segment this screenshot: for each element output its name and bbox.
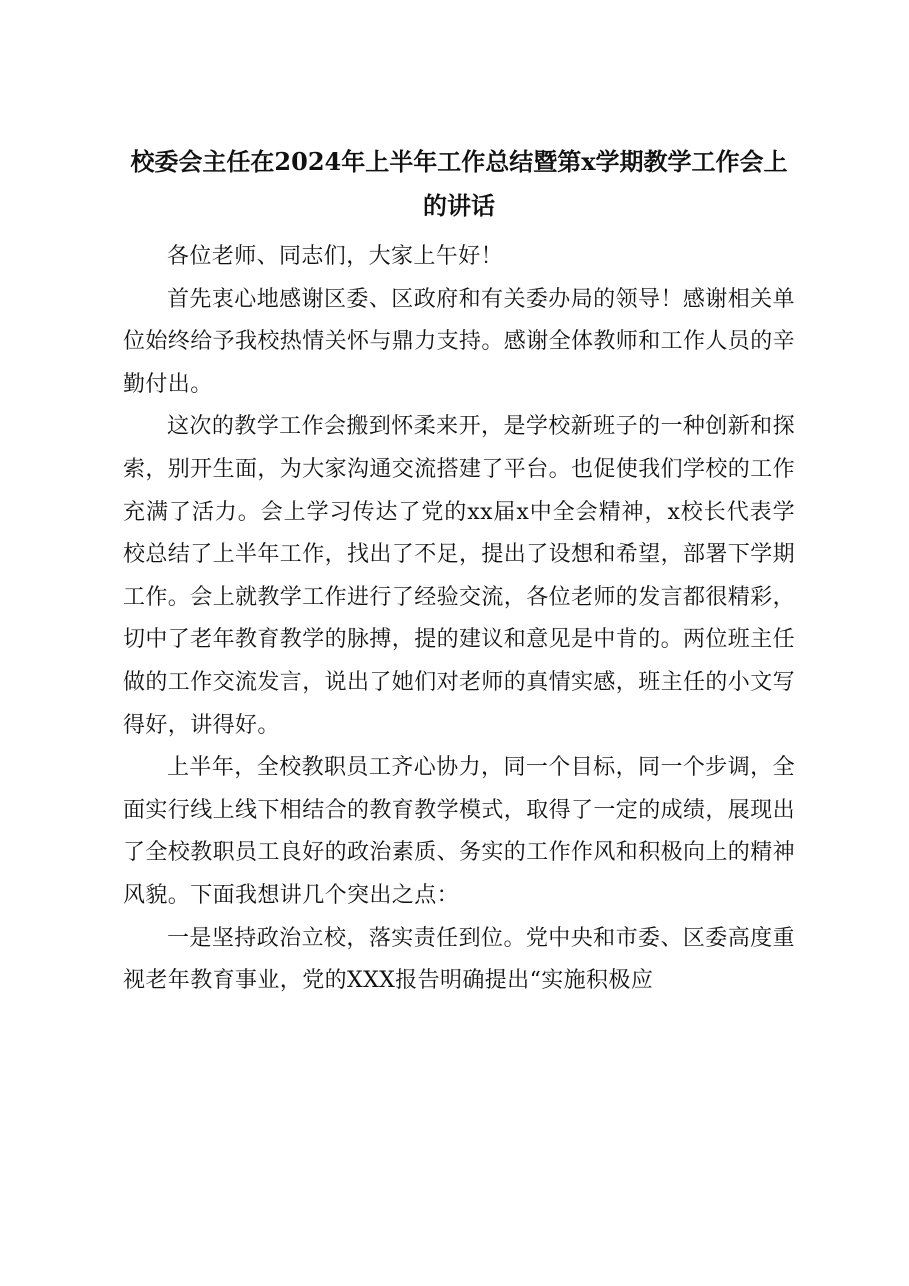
paragraph-point-one: 一是坚持政治立校，落实责任到位。党中央和市委、区委高度重视老年教育事业，党的XXX报告明确提出“实施积极应 [123, 925, 795, 994]
paragraph-thanks: 首先衷心地感谢区委、区政府和有关委办局的领导！感谢相关单位始终给予我校热情关怀与鼎力支持。感谢全体教师和工作人员的辛勤付出。 [123, 286, 796, 397]
document-page [123, 140, 795, 1003]
paragraph-first-half: 上半年，全校教职员工齐心协力，同一个目标，同一个步调，全面实行线上线下相结合的教育教学模式，取得了一定的成绩，展现出了全校教职员工良好的政治素质、务实的工作作风和积极向上的精神风貌。下面我想讲几个突出之点： [123, 755, 796, 908]
paragraph-greeting: 各位老师、同志们，大家上午好！ [167, 244, 504, 269]
document-title: 校委会主任在2024年上半年工作总结暨第x学期教学工作会上的讲话 [130, 147, 788, 220]
paragraph-meeting: 这次的教学工作会搬到怀柔来开，是学校新班子的一种创新和探索，别开生面，为大家沟通交流搭建了平台。也促使我们学校的工作充满了活力。会上学习传达了党的xx届x中全会精神，x校长代表学校总结了上半年工作，找出了不足，提出了设想和希望，部署下学期工作。会上就教学工作进行了经验交流，各位老师的发言都很精彩，切中了老年教育教学的脉搏，提的建议和意见是中肯的。两位班主任做的工作交流发言，说出了她们对老师的真情实感，班主任的小文写得好，讲得好。 [123, 414, 796, 738]
